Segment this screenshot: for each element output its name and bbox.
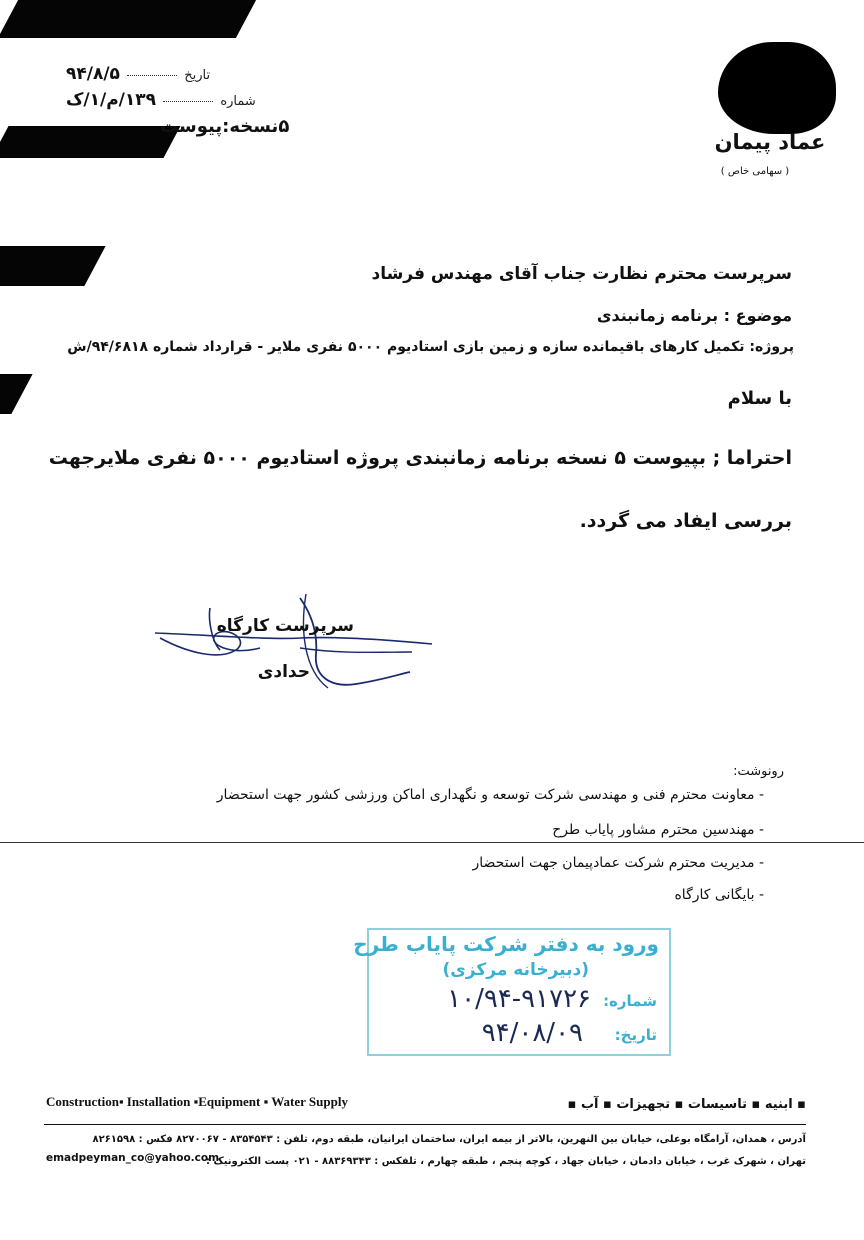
redaction-bar-header: [0, 126, 181, 158]
stamp-number-label: شماره:: [603, 992, 657, 1010]
subject: موضوع : برنامه زمانبندی: [596, 306, 792, 325]
company-type: ( سهامی خاص ): [720, 166, 790, 177]
services-persian: ▪ ابنیه ▪ تاسیسات ▪ تجهیزات ▪ آب ▪: [567, 1097, 806, 1112]
cc-item: - مهندسین محترم مشاور پایاب طرح: [552, 822, 764, 838]
number-dots: [163, 101, 213, 102]
body-line-2: بررسی ایفاد می گردد.: [579, 510, 792, 532]
received-stamp: [353, 928, 671, 1056]
stamp-number-value: ۱۰/۹۴-۹۱۷۲۶: [447, 984, 591, 1014]
date-row: [66, 64, 210, 84]
date-dots: [127, 75, 177, 76]
redaction-bar-left-1: [0, 246, 106, 286]
redaction-bar-top: [0, 0, 256, 38]
cc-item: - معاونت محترم فنی و مهندسی شرکت توسعه و نگهداری اماکن ورزشی کشور جهت استحضار: [216, 787, 764, 803]
number-label: شماره: [220, 94, 256, 109]
signature-name: حدادی: [257, 662, 310, 682]
number-value: ۱۳۹/م/۱/ک: [66, 90, 157, 110]
stamp-title: ورود به دفتر شرکت پایاب طرح: [353, 932, 659, 956]
body-line-1: احتراما ; بپیوست ۵ نسخه برنامه زمانبندی پروژه استادیوم ۵۰۰۰ نفری ملایرجهت: [48, 447, 792, 469]
attachment-text: ۵نسخه:پیوست: [160, 116, 290, 137]
company-name: عماد پیمان: [714, 130, 826, 154]
stamp-date-label: تاریخ:: [614, 1026, 657, 1044]
date-value: ۹۴/۸/۵: [66, 64, 120, 84]
recipient: سرپرست محترم نظارت جناب آقای مهندس فرشاد: [371, 264, 792, 284]
address-hamedan: آدرس ، همدان، آرامگاه بوعلی، خیابان بین النهرین، بالاتر از بیمه ایران، ساختمان ایرانیان، طبقه دوم، تلفن : ۸۳۵۴۵۴۳ - ۸۲۷۰۰۶۷ فکس : ۸۲۶۱۵۹۸: [92, 1134, 806, 1145]
signature-title: سرپرست کارگاه: [216, 616, 354, 636]
number-row: [66, 90, 256, 110]
cc-item: - بایگانی کارگاه: [674, 887, 764, 903]
stamp-subtitle: (دبیرخانه مرکزی): [442, 960, 589, 980]
company-logo: [718, 42, 836, 134]
services-english: Construction▪ Installation ▪Equipment ▪ Water Supply: [46, 1094, 348, 1109]
address-tehran: تهران ، شهرک غرب ، خیابان دادمان ، خیابان جهاد ، کوچه پنجم ، طبقه چهارم ، تلفکس : ۸۸۳۶۹۳۴۳ - ۰۲۱ پست الکترونیک :: [206, 1156, 806, 1167]
signature-block: [150, 590, 440, 700]
project: پروژه: تکمیل کارهای باقیمانده سازه و زمین بازی استادیوم ۵۰۰۰ نفری ملایر - قرارداد شماره ۹۴/۶۸۱۸/ش: [67, 339, 794, 355]
greeting: با سلام: [727, 388, 792, 409]
redaction-bar-left-2: [0, 374, 33, 414]
email-address: emadpeyman_co@yahoo.com: [46, 1152, 220, 1164]
footer-divider: [44, 1124, 806, 1125]
cc-item: - مدیریت محترم شرکت عمادپیمان جهت استحضار: [472, 855, 764, 871]
stamp-date-value: ۹۴/۰۸/۰۹: [481, 1018, 583, 1048]
scan-line: [0, 842, 864, 843]
handwritten-signature: [150, 590, 440, 700]
date-label: تاریخ: [184, 68, 211, 83]
cc-label: رونوشت:: [733, 764, 784, 779]
